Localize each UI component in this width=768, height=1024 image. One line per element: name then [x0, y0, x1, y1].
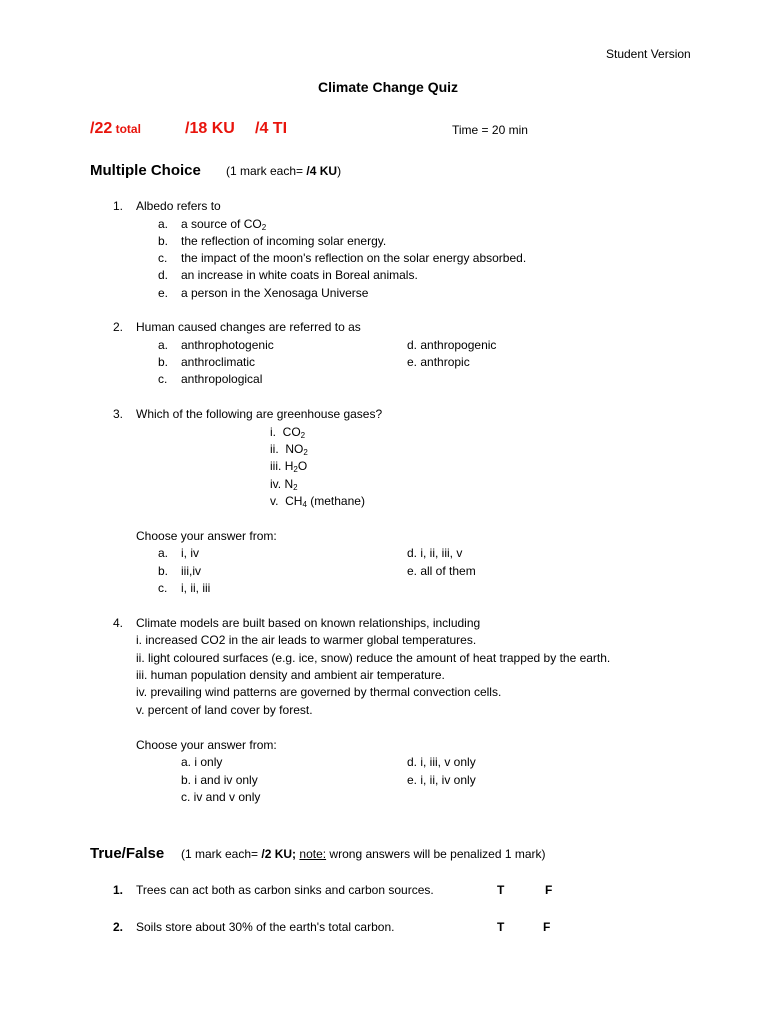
q1-option-letter: d.	[158, 268, 169, 282]
q3-option-right: e. all of them	[407, 564, 476, 578]
q1-option-letter: a.	[158, 217, 169, 231]
tf-note-prefix: (1 mark each=	[181, 847, 262, 861]
tf-item-number: 1.	[113, 883, 124, 897]
total-marks-value: /22	[90, 120, 113, 137]
tf-note-underline: note:	[299, 847, 327, 861]
q3-number: 3.	[113, 407, 124, 421]
q3-option-text: iii,iv	[181, 564, 201, 578]
q3-option-letter: c.	[158, 581, 168, 595]
q3-option-letter: a.	[158, 546, 169, 560]
gas-subscript: 2	[293, 465, 298, 474]
q1-option-text: a person in the Xenosaga Universe	[181, 286, 369, 300]
q4-option-left: b. i and iv only	[181, 773, 258, 787]
version-label: Student Version	[606, 47, 691, 61]
tf-heading: True/False	[90, 845, 165, 862]
q3-option-right: d. i, ii, iii, v	[407, 546, 463, 560]
q1-option-a-text: a source of CO	[181, 217, 262, 231]
tf-note-bold: /2 KU;	[261, 847, 300, 861]
q1-option-text: the impact of the moon's reflection on the solar energy absorbed.	[181, 251, 527, 265]
q4-item: i. increased CO2 in the air leads to warmer global temperatures.	[136, 633, 477, 647]
q4-option-left: a. i only	[181, 755, 223, 769]
q1-number: 1.	[113, 199, 124, 213]
gas-subscript: 2	[293, 483, 298, 492]
q3-choose-label: Choose your answer from:	[136, 529, 277, 543]
tf-note-suffix: wrong answers will be penalized 1 mark)	[326, 847, 546, 861]
mc-note	[226, 165, 341, 179]
gas-suffix: (methane)	[306, 494, 365, 508]
q4-option-left: c. iv and v only	[181, 790, 261, 804]
q3-option-letter: b.	[158, 564, 169, 578]
gas-subscript: 2	[303, 448, 308, 457]
gas-formula: CH	[285, 494, 303, 508]
gas-item	[270, 478, 298, 492]
q4-number: 4.	[113, 616, 124, 630]
gas-formula: N	[284, 477, 294, 491]
q2-option-right: d. anthropogenic	[407, 338, 497, 352]
q1-option-text	[181, 218, 266, 232]
q1-option-letter: c.	[158, 251, 168, 265]
q4-item: iii. human population density and ambient air temperature.	[136, 668, 445, 682]
q2-option-text: anthroclimatic	[181, 355, 256, 369]
q2-option-letter: a.	[158, 338, 169, 352]
q2-text: Human caused changes are referred to as	[136, 320, 361, 334]
mc-note-bold: /4 KU	[306, 164, 338, 178]
q4-item: iv. prevailing wind patterns are governed by thermal convection cells.	[136, 685, 502, 699]
q4-option-right: d. i, iii, v only	[407, 755, 476, 769]
gas-item	[270, 426, 305, 440]
subscript: 2	[261, 223, 267, 232]
ti-marks: /4 TI	[255, 120, 288, 137]
total-marks	[90, 120, 141, 138]
gas-subscript: 4	[302, 500, 307, 509]
q2-option-letter: b.	[158, 355, 169, 369]
total-marks-word: total	[115, 122, 141, 136]
q3-option-text: i, iv	[181, 546, 199, 560]
gas-formula: CO	[282, 425, 301, 439]
ku-marks: /18 KU	[185, 120, 235, 137]
q1-option-text: the reflection of incoming solar energy.	[181, 234, 387, 248]
q1-option-letter: e.	[158, 286, 169, 300]
gas-numeral: v.	[270, 494, 279, 508]
gas-numeral: i.	[270, 425, 276, 439]
gas-formula: H	[284, 459, 294, 473]
tf-item-text: Soils store about 30% of the earth's total carbon.	[136, 920, 395, 934]
gas-numeral: ii.	[270, 442, 279, 456]
time-limit: Time = 20 min	[452, 123, 528, 137]
q2-option-text: anthropological	[181, 372, 263, 386]
q3-text: Which of the following are greenhouse gases?	[136, 407, 383, 421]
gas-subscript: 2	[300, 431, 306, 440]
q1-option-text: an increase in white coats in Boreal animals.	[181, 268, 418, 282]
gas-formula: NO	[285, 442, 304, 456]
q4-option-right: e. i, ii, iv only	[407, 773, 476, 787]
q1-text: Albedo refers to	[136, 199, 221, 213]
q4-item: v. percent of land cover by forest.	[136, 703, 313, 717]
q4-text: Climate models are built based on known relationships, including	[136, 616, 481, 630]
tf-item-text: Trees can act both as carbon sinks and carbon sources.	[136, 883, 434, 897]
gas-item	[270, 495, 365, 509]
gas-numeral: iv.	[270, 477, 282, 491]
mc-heading: Multiple Choice	[90, 162, 201, 179]
q2-option-text: anthrophotogenic	[181, 338, 274, 352]
q1-option-letter: b.	[158, 234, 169, 248]
q3-option-text: i, ii, iii	[181, 581, 211, 595]
q2-number: 2.	[113, 320, 124, 334]
tf-note	[181, 848, 546, 862]
page-title: Climate Change Quiz	[318, 79, 459, 95]
q2-option-right: e. anthropic	[407, 355, 470, 369]
q4-item: ii. light coloured surfaces (e.g. ice, snow) reduce the amount of heat trapped by the earth.	[136, 651, 611, 665]
gas-item	[270, 443, 308, 457]
true-option[interactable]: T	[497, 920, 505, 934]
mc-note-suffix: )	[337, 164, 342, 178]
q2-option-letter: c.	[158, 372, 168, 386]
gas-numeral: iii.	[270, 459, 282, 473]
true-option[interactable]: T	[497, 883, 505, 897]
gas-item	[270, 460, 307, 474]
tf-item-number: 2.	[113, 920, 124, 934]
mc-note-prefix: (1 mark each=	[226, 164, 307, 178]
gas-suffix: O	[297, 459, 308, 473]
q4-choose-label: Choose your answer from:	[136, 738, 277, 752]
false-option[interactable]: F	[543, 920, 551, 934]
false-option[interactable]: F	[545, 883, 553, 897]
